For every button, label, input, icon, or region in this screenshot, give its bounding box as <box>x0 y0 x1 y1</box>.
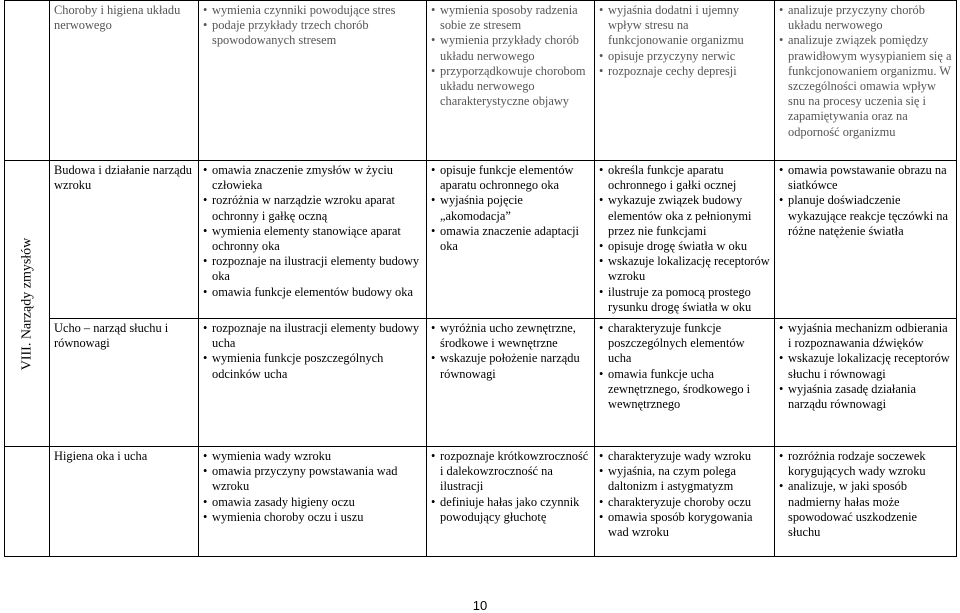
requirements-list <box>203 3 422 49</box>
bullet-item: • wymienia elementy stanowiące aparat ochronny oka <box>203 224 422 254</box>
bullet-item: • przyporządkowuje chorobom układu nerwowego charakterystyczne objawy <box>431 64 590 110</box>
bullet-item: • omawia funkcje elementów budowy oka <box>203 285 422 300</box>
bullet-item: • analizuje przyczyny chorób układu nerwowego <box>779 3 952 33</box>
requirements-cell <box>199 447 427 557</box>
bullet-item: • wyjaśnia, na czym polega daltonizm i astygmatyzm <box>599 464 770 494</box>
bullet-item: • określa funkcje aparatu ochronnego i gałki ocznej <box>599 163 770 193</box>
requirements-list <box>599 321 770 412</box>
requirements-cell <box>595 319 775 447</box>
bullet-item: • analizuje, w jaki sposób nadmierny hałas może spowodować uszkodzenie słuchu <box>779 479 952 540</box>
bullet-item: • omawia znaczenie zmysłów w życiu człowieka <box>203 163 422 193</box>
bullet-item: • opisuje przyczyny nerwic <box>599 49 770 64</box>
requirements-cell <box>775 319 957 447</box>
bullet-item: • wymienia funkcje poszczególnych odcinków ucha <box>203 351 422 381</box>
blank-section-cell <box>5 447 50 557</box>
bullet-item: • podaje przykłady trzech chorób spowodowanych stresem <box>203 18 422 48</box>
bullet-item: • rozpoznaje krótkowzroczność i dalekowzroczność na ilustracji <box>431 449 590 495</box>
requirements-list <box>779 3 952 140</box>
topic-cell: Higiena oka i ucha <box>50 447 199 557</box>
bullet-item: • wymienia choroby oczu i uszu <box>203 510 422 525</box>
bullet-item: • wymienia przykłady chorób układu nerwowego <box>431 33 590 63</box>
bullet-item: • wymienia wady wzroku <box>203 449 422 464</box>
requirements-cell <box>595 161 775 319</box>
requirements-cell <box>775 161 957 319</box>
requirements-list <box>599 3 770 79</box>
bullet-item: • wymienia sposoby radzenia sobie ze stresem <box>431 3 590 33</box>
table-row <box>5 161 957 319</box>
bullet-item: • omawia zasady higieny oczu <box>203 495 422 510</box>
bullet-item: • rozpoznaje na ilustracji elementy budowy oka <box>203 254 422 284</box>
section-label: VIII. Narządy zmysłów <box>19 237 35 370</box>
bullet-item: • rozróżnia w narządzie wzroku aparat ochronny i gałkę oczną <box>203 193 422 223</box>
requirements-cell <box>595 1 775 161</box>
bullet-item: • opisuje funkcje elementów aparatu ochronnego oka <box>431 163 590 193</box>
requirements-list <box>203 321 422 382</box>
requirements-list <box>431 163 590 254</box>
requirements-list <box>203 163 422 300</box>
table-row <box>5 447 957 557</box>
bullet-item: • wyjaśnia mechanizm odbierania i rozpoznawania dźwięków <box>779 321 952 351</box>
blank-section-cell <box>5 1 50 161</box>
topic-cell: Budowa i działanie narządu wzroku <box>50 161 199 319</box>
requirements-list <box>779 163 952 239</box>
table-row <box>5 1 957 161</box>
bullet-item: • wskazuje lokalizację receptorów wzroku <box>599 254 770 284</box>
requirements-cell <box>199 161 427 319</box>
bullet-item: • wyjaśnia zasadę działania narządu równowagi <box>779 382 952 412</box>
topic-cell: Ucho – narząd słuchu i równowagi <box>50 319 199 447</box>
requirements-list <box>431 321 590 382</box>
requirements-cell <box>199 319 427 447</box>
requirements-cell <box>427 1 595 161</box>
requirements-cell <box>427 319 595 447</box>
bullet-item: • omawia znaczenie adaptacji oka <box>431 224 590 254</box>
requirements-cell <box>775 1 957 161</box>
bullet-item: • planuje doświadczenie wykazujące reakcje tęczówki na różne natężenie światła <box>779 193 952 239</box>
bullet-item: • definiuje hałas jako czynnik powodujący głuchotę <box>431 495 590 525</box>
requirements-list <box>203 449 422 525</box>
bullet-item: • charakteryzuje choroby oczu <box>599 495 770 510</box>
requirements-list <box>779 449 952 540</box>
requirements-cell <box>775 447 957 557</box>
curriculum-table <box>4 0 957 557</box>
bullet-item: • wskazuje lokalizację receptorów słuchu i równowagi <box>779 351 952 381</box>
bullet-item: • wyróżnia ucho zewnętrzne, środkowe i wewnętrzne <box>431 321 590 351</box>
bullet-item: • opisuje drogę światła w oku <box>599 239 770 254</box>
bullet-item: • wyjaśnia pojęcie „akomodacja” <box>431 193 590 223</box>
requirements-list <box>599 163 770 315</box>
bullet-item: • omawia powstawanie obrazu na siatkówce <box>779 163 952 193</box>
bullet-item: • omawia przyczyny powstawania wad wzroku <box>203 464 422 494</box>
bullet-item: • rozpoznaje na ilustracji elementy budowy ucha <box>203 321 422 351</box>
bullet-item: • wykazuje związek budowy elementów oka z pełnionymi przez nie funkcjami <box>599 193 770 239</box>
requirements-cell <box>427 161 595 319</box>
topic-cell: Choroby i higiena układu nerwowego <box>50 1 199 161</box>
bullet-item: • analizuje związek pomiędzy prawidłowym wysypianiem się a funkcjonowaniem organizmu. W szczególności omawia wpływ snu na procesy uczenia się i zapamiętywania oraz na odporność organizmu <box>779 33 952 139</box>
table-row <box>5 319 957 447</box>
bullet-item: • omawia funkcje ucha zewnętrznego, środkowego i wewnętrznego <box>599 367 770 413</box>
requirements-list <box>431 449 590 525</box>
requirements-cell <box>199 1 427 161</box>
page-number: 10 <box>472 598 488 613</box>
requirements-list <box>431 3 590 109</box>
bullet-item: • rozpoznaje cechy depresji <box>599 64 770 79</box>
requirements-cell <box>427 447 595 557</box>
bullet-item: • wyjaśnia dodatni i ujemny wpływ stresu na funkcjonowanie organizmu <box>599 3 770 49</box>
bullet-item: • charakteryzuje wady wzroku <box>599 449 770 464</box>
bullet-item: • ilustruje za pomocą prostego rysunku drogę światła w oku <box>599 285 770 315</box>
bullet-item: • charakteryzuje funkcje poszczególnych elementów ucha <box>599 321 770 367</box>
bullet-item: • rozróżnia rodzaje soczewek korygujących wady wzroku <box>779 449 952 479</box>
bullet-item: • omawia sposób korygowania wad wzroku <box>599 510 770 540</box>
requirements-list <box>779 321 952 412</box>
bullet-item: • wskazuje położenie narządu równowagi <box>431 351 590 381</box>
bullet-item: • wymienia czynniki powodujące stres <box>203 3 422 18</box>
requirements-cell <box>595 447 775 557</box>
requirements-list <box>599 449 770 540</box>
section-cell <box>5 161 50 447</box>
